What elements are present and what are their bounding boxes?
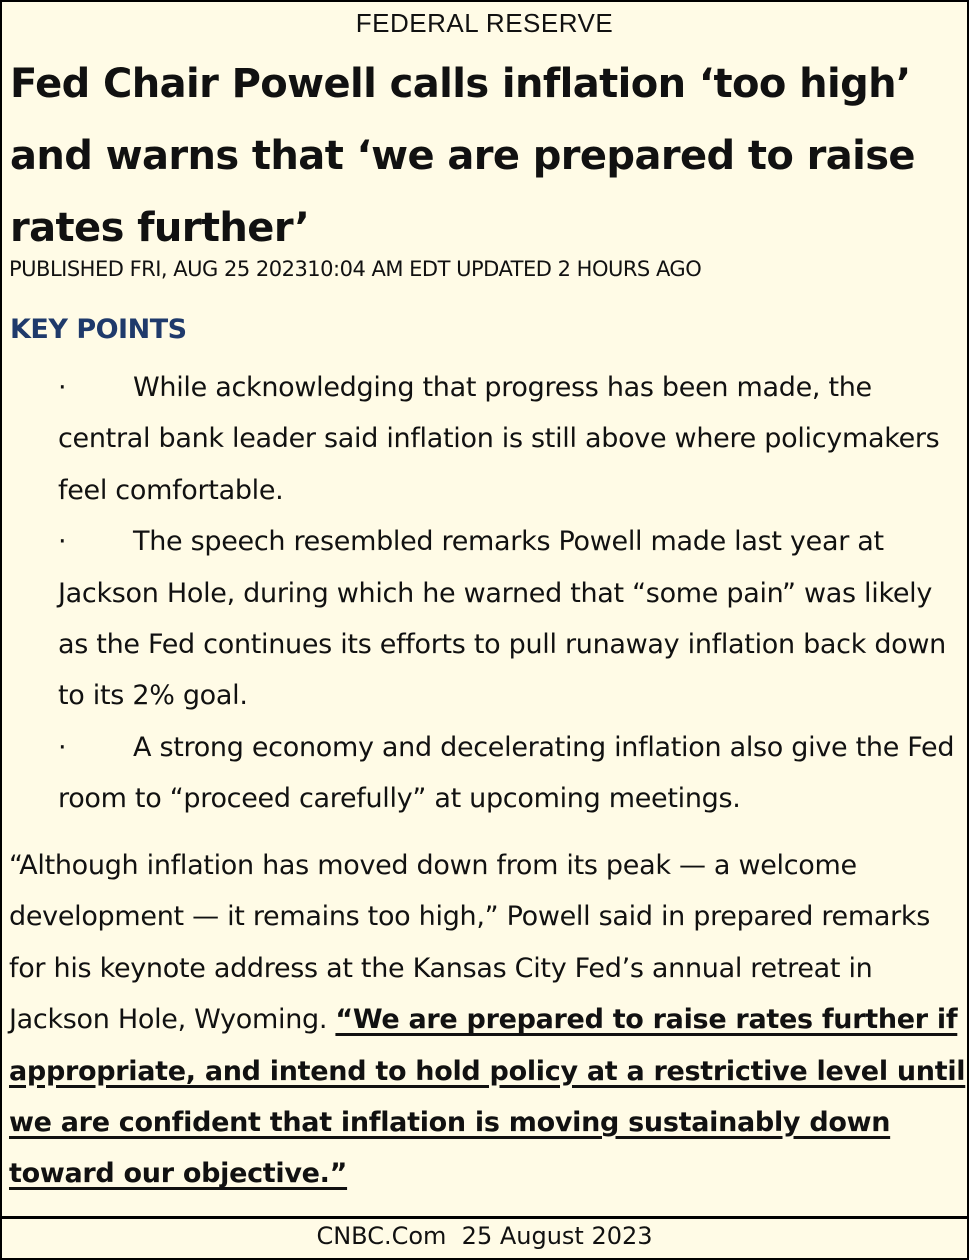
headline: Fed Chair Powell calls inflation ‘too high’ and warns that ‘we are prepared to raise rates further’ <box>10 61 915 251</box>
key-point-item <box>58 516 969 722</box>
key-points-list <box>58 362 969 825</box>
key-points-heading: KEY POINTS <box>10 314 187 345</box>
key-point-text: While acknowledging that progress has been made, the central bank leader said inflation is still above where policymakers feel comfortable. <box>58 372 940 506</box>
key-point-item <box>58 362 969 516</box>
powell-quote: “We are prepared to raise rates further if appropriate, and intend to hold policy at a restrictive level until we are confident that inflation is moving sustainably down toward our objective.” <box>9 1004 966 1190</box>
source-footer: CNBC.Com 25 August 2023 <box>316 1222 653 1250</box>
bullet-icon: · <box>58 731 67 763</box>
footer-divider <box>2 1216 967 1219</box>
key-point-text: The speech resembled remarks Powell made last year at Jackson Hole, during which he warned that “some pain” was likely as the Fed continues its efforts to pull runaway inflation back down to its 2% goal. <box>58 526 946 712</box>
dateline: PUBLISHED FRI, AUG 25 202310:04 AM EDT UPDATED 2 HOURS AGO <box>9 257 702 281</box>
bullet-icon: · <box>58 372 67 403</box>
section-label: FEDERAL RESERVE <box>355 8 614 38</box>
body-paragraph: “Although inflation has moved down from its peak — a welcome development — it remains too high,” Powell said in prepared remarks for his keynote address at the Kansas City Fed’s annual retreat in Jackson Hole, Wyoming. <box>9 850 930 1036</box>
key-point-item <box>58 722 969 825</box>
key-point-text: A strong economy and decelerating inflation also give the Fed room to “proceed carefully” at upcoming meetings. <box>58 731 955 815</box>
article-body <box>9 840 969 1200</box>
bullet-icon: · <box>58 526 67 558</box>
